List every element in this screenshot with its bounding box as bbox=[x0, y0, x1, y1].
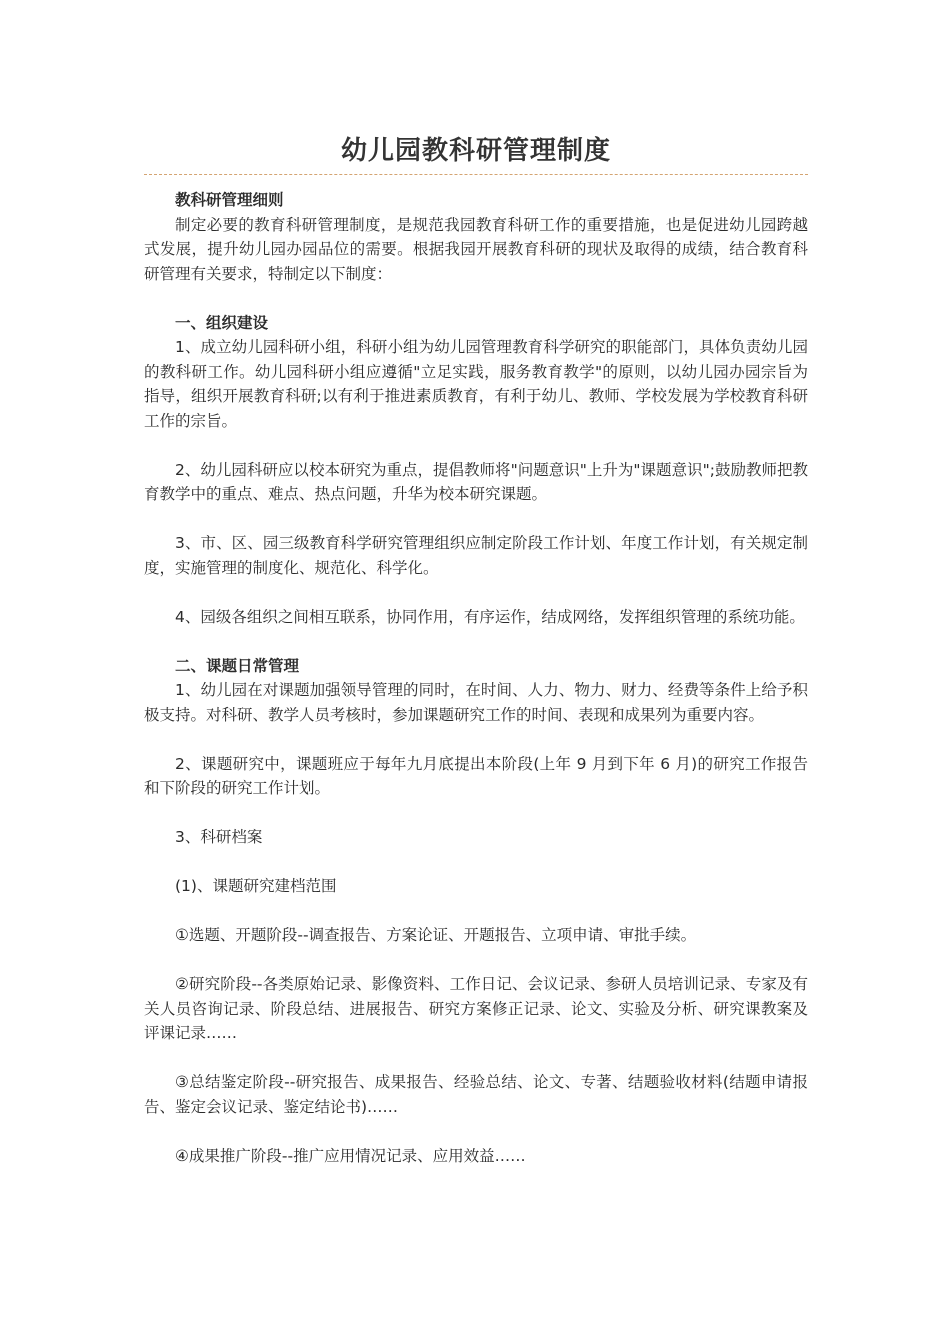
section2-item: 1、幼儿园在对课题加强领导管理的同时，在时间、人力、物力、财力、经费等条件上给予积极支持。对科研、教学人员考核时，参加课题研究工作的时间、表现和成果列为重要内容。 bbox=[144, 681, 808, 724]
section2-item: ③总结鉴定阶段--研究报告、成果报告、经验总结、论文、专著、结题验收材料(结题申请报告、鉴定会议记录、鉴定结论书)…… bbox=[144, 1073, 808, 1116]
spacer bbox=[144, 433, 808, 458]
spacer bbox=[144, 899, 808, 924]
intro-paragraph: 制定必要的教育科研管理制度，是规范我园教育科研工作的重要措施，也是促进幼儿园跨越式发展，提升幼儿园办园品位的需要。根据我园开展教育科研的现状及取得的成绩，结合教育科研管理有关要求，特制定以下制度： bbox=[144, 215, 808, 283]
spacer bbox=[144, 1119, 808, 1144]
section2-item: 3、科研档案 bbox=[175, 828, 263, 846]
spacer bbox=[144, 507, 808, 532]
spacer bbox=[144, 850, 808, 875]
title-divider bbox=[144, 174, 808, 175]
spacer bbox=[144, 727, 808, 752]
spacer bbox=[144, 1046, 808, 1071]
document-body bbox=[144, 188, 808, 1168]
spacer bbox=[144, 629, 808, 654]
section2-item: ①选题、开题阶段--调查报告、方案论证、开题报告、立项申请、审批手续。 bbox=[175, 926, 697, 944]
page-title: 幼儿园教科研管理制度 bbox=[340, 136, 611, 166]
section1-item: 2、幼儿园科研应以校本研究为重点，提倡教师将"问题意识"上升为"课题意识";鼓励教师把教育教学中的重点、难点、热点问题，升华为校本研究课题。 bbox=[144, 460, 808, 503]
section1-item: 3、市、区、园三级教育科学研究管理组织应制定阶段工作计划、年度工作计划，有关规定制度，实施管理的制度化、规范化、科学化。 bbox=[144, 534, 808, 577]
spacer bbox=[144, 580, 808, 605]
section2-heading: 二、课题日常管理 bbox=[175, 656, 300, 675]
section2-item: 2、课题研究中，课题班应于每年九月底提出本阶段(上年 9 月到下年 6 月)的研究工作报告和下阶段的研究工作计划。 bbox=[144, 754, 808, 797]
spacer bbox=[144, 286, 808, 311]
section1-item: 1、成立幼儿园科研小组，科研小组为幼儿园管理教育科学研究的职能部门，具体负责幼儿园的教科研工作。幼儿园科研小组应遵循"立足实践，服务教育教学"的原则，以幼儿园办园宗旨为指导，组织开展教育科研;以有利于推进素质教育，有利于幼儿、教师、学校发展为学校教育科研工作的宗旨。 bbox=[144, 338, 808, 430]
spacer bbox=[144, 801, 808, 826]
section2-item: ②研究阶段--各类原始记录、影像资料、工作日记、会议记录、参研人员培训记录、专家及有关人员咨询记录、阶段总结、进展报告、研究方案修正记录、论文、实验及分析、研究课教案及评课记录…… bbox=[144, 975, 808, 1042]
subtitle-heading: 教科研管理细则 bbox=[175, 191, 284, 209]
section1-item: 4、园级各组织之间相互联系，协同作用，有序运作，结成网络，发挥组织管理的系统功能。 bbox=[175, 607, 805, 626]
spacer bbox=[144, 948, 808, 973]
section1-heading: 一、组织建设 bbox=[175, 313, 269, 332]
section2-item: ④成果推广阶段--推广应用情况记录、应用效益…… bbox=[175, 1146, 526, 1165]
section2-item: (1)、课题研究建档范围 bbox=[175, 877, 337, 895]
